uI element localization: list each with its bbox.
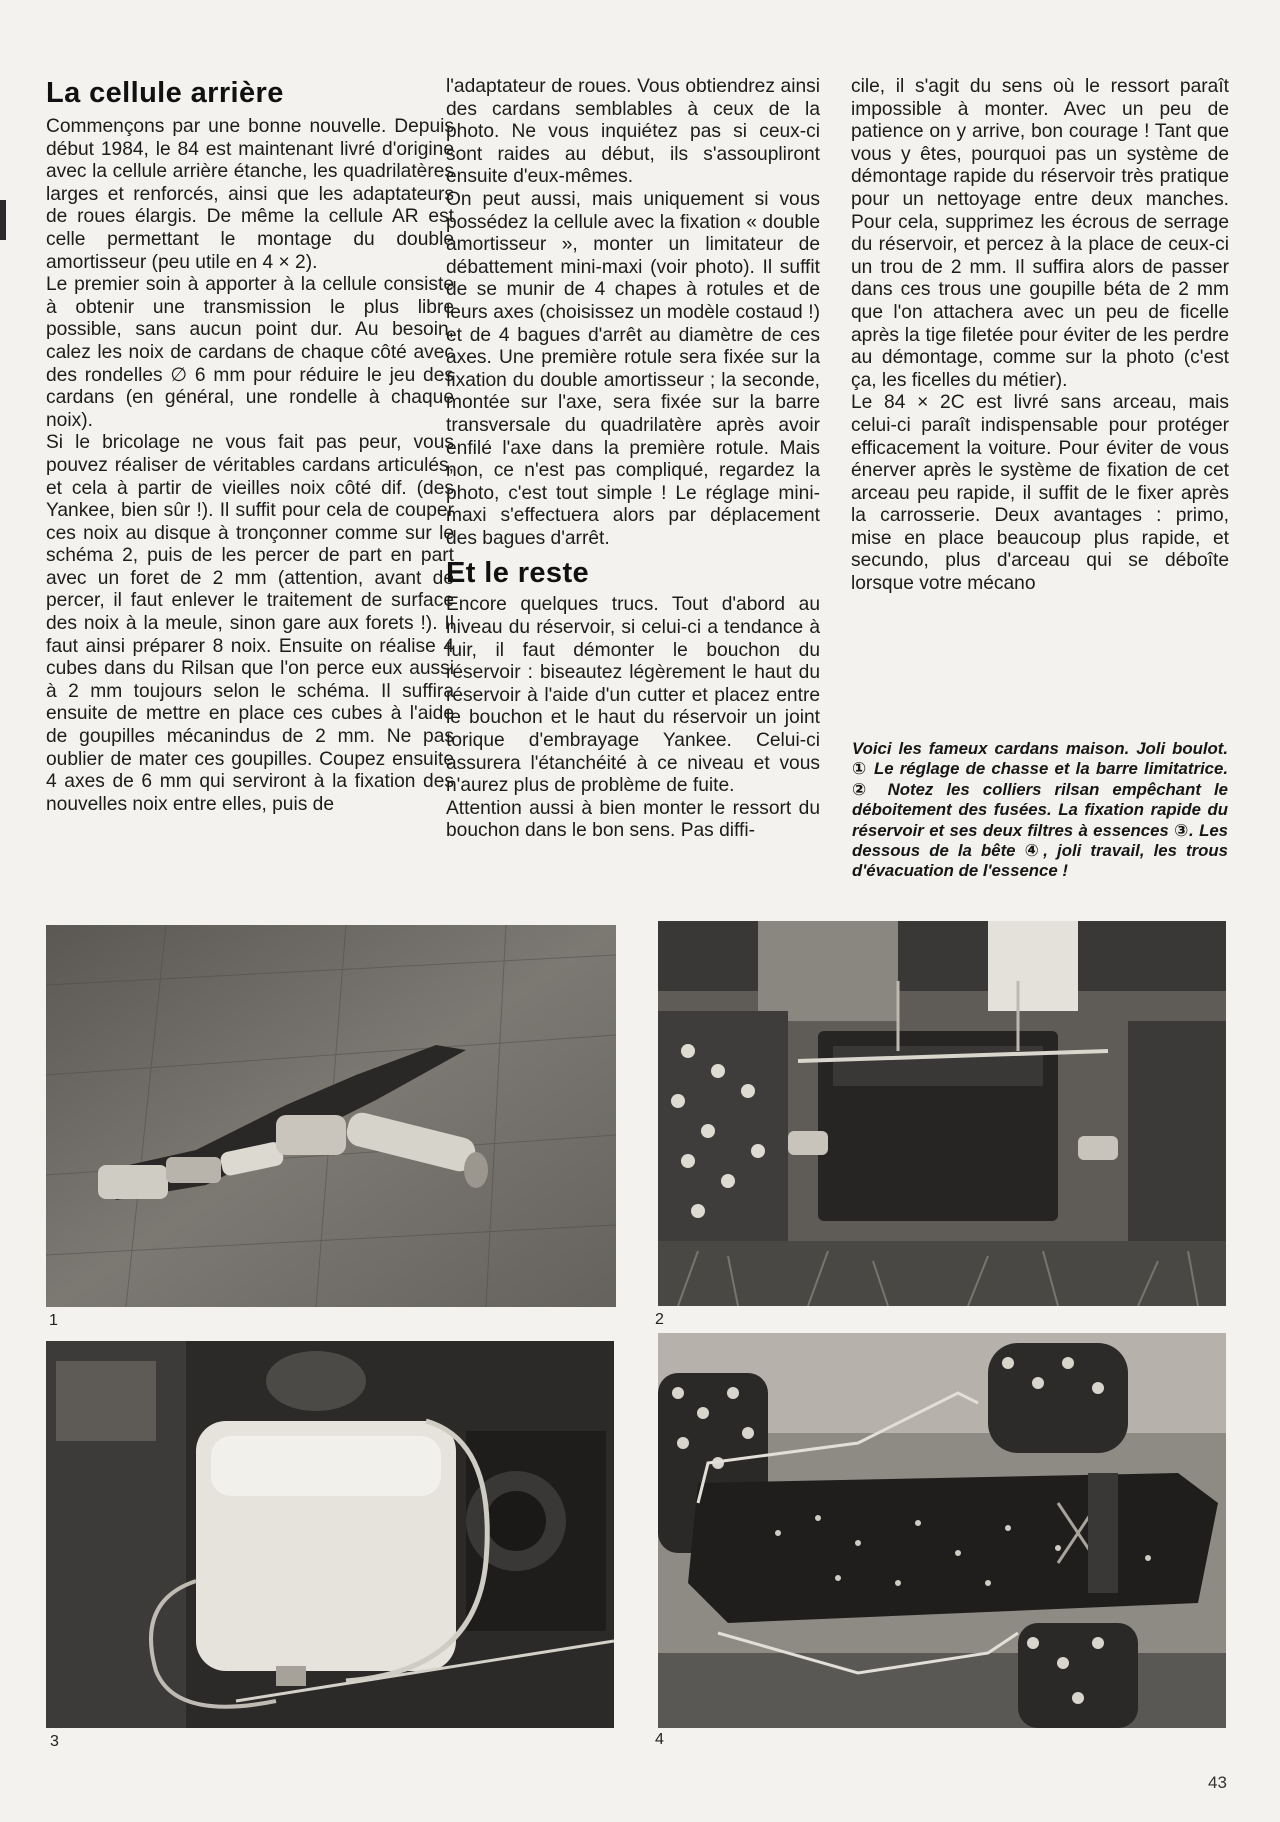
heading-et-le-reste: Et le reste xyxy=(446,557,590,590)
column-1 xyxy=(46,76,454,816)
paragraph: Commençons par une bonne nouvelle. Depuis début 1984, le 84 est maintenant livré d'origine avec la cellule arrière étanche, les quadrilatères larges et renforcés, ainsi que les adaptateurs de roues élargis. De même la cellule AR est celle permettant le montage du double amortisseur (peu utile en 4 × 2). xyxy=(46,116,454,273)
photo-number-2: 2 xyxy=(655,1311,664,1328)
column-3 xyxy=(851,76,1229,596)
scan-edge-mark xyxy=(0,200,6,240)
photo-3-reservoir xyxy=(46,1341,614,1728)
photo-caption xyxy=(852,739,1228,882)
paragraph: Le 84 × 2C est livré sans arceau, mais celui-ci paraît indispensable pour protéger efficacement la voiture. Pour éviter de vous énerver après le système de fixation de cet arceau peu rapide, il suffit de le fixer après la carrosserie. Deux avantages : primo, mise en place beaucoup plus rapide, et secundo, plus d'arceau qui se déboîte lorsque votre mécano xyxy=(851,392,1229,595)
heading-cellule-arriere: La cellule arrière xyxy=(46,77,284,109)
paragraph: cile, il s'agit du sens où le ressort paraît impossible à monter. Avec un peu de patience on y arrive, bon courage ! Tant que vous y êtes, pourquoi pas un système de démontage rapide du réservoir très pratique pour un nettoyage entre deux manches. Pour cela, supprimez les écrous de serrage du réservoir, et percez à la place de ceux-ci un trou de 2 mm. Il suffira alors de passer dans ces trous une goupille béta de 2 mm que l'on attachera avec un peu de ficelle après la tige filetée pour éviter de les perdre au démontage, comme sur la photo (c'est ça, les ficelles du métier). xyxy=(851,76,1229,391)
paragraph: Le premier soin à apporter à la cellule consiste à obtenir une transmission le plus libre possible, sans aucun point dur. Au besoin, calez les noix de cardans de chaque côté avec des rondelles ∅ 6 mm pour réduire le jeu des cardans (en général, une rondelle à chaque noix). xyxy=(46,274,454,431)
paragraph: Attention aussi à bien monter le ressort du bouchon dans le bon sens. Pas diffi- xyxy=(446,797,820,842)
photo-2-reglage-chasse xyxy=(658,921,1226,1306)
caption-text: Voici les fameux cardans maison. Joli boulot. ① Le réglage de chasse et la barre limitatrice. ② Notez les colliers rilsan empêchant le déboitement des fusées. La fixation rapide du réservoir et ses deux filtres à essences ③. Les dessous de la bête ④, joli travail, les trous d'évacuation de l'essence ! xyxy=(852,739,1228,881)
photo-number-1: 1 xyxy=(49,1312,58,1329)
paragraph: On peut aussi, mais uniquement si vous possédez la cellule avec la fixation « double amortisseur », monter un limitateur de débattement mini-maxi (voir photo). Il suffit de se munir de 4 chapes à rotules et de leurs axes (choisissez un modèle costaud !) et de 4 bagues d'arrêt au diamètre de ces axes. Une première rotule sera fixée sur la fixation du double amortisseur ; la seconde, montée sur l'axe, sera fixée sur la barre transversale du quadrilatère après avoir enfilé l'axe dans la première rotule. Mais non, ce n'est pas compliqué, regardez la photo, c'est tout simple ! Le réglage mini-maxi s'effectuera alors par déplacement des bagues d'arrêt. xyxy=(446,188,820,549)
paragraph: Encore quelques trucs. Tout d'abord au niveau du réservoir, si celui-ci a tendance à fuir, il faut démonter le bouchon du réservoir : biseautez légèrement le haut du réservoir à l'aide d'un cutter et placez entre le bouchon et le haut du réservoir un joint torique d'embrayage Yankee. Celui-ci assurera l'étanchéité à ce niveau et vous n'aurez plus de problème de fuite. xyxy=(446,594,820,797)
paragraph: Si le bricolage ne vous fait pas peur, vous pouvez réaliser de véritables cardans articulés, et cela à partir de vieilles noix côté dif. (des Yankee, bien sûr !). Il suffit pour cela de couper ces noix au disque à tronçonner comme sur le schéma 2, puis de les percer de part en part avec un foret de 2 mm (attention, avant de percer, il faut enlever le traitement de surface des noix à la meule, sinon gare aux forets !). Il faut ainsi préparer 8 noix. Ensuite on réalise 4 cubes dans du Rilsan que l'on perce eux aussi à 2 mm toujours selon le schéma. Il suffira ensuite de mettre en place ces cubes à l'aide de goupilles mécanindus de 2 mm. Ne pas oublier de mater ces goupilles. Coupez ensuite 4 axes de 6 mm qui serviront à la fixation des nouvelles noix entre elles, puis de xyxy=(46,432,454,815)
page-number: 43 xyxy=(1208,1773,1227,1792)
column-2 xyxy=(446,76,820,843)
photo-number-4: 4 xyxy=(655,1731,664,1748)
paragraph: l'adaptateur de roues. Vous obtiendrez ainsi des cardans semblables à ceux de la photo. Ne vous inquiétez pas si ceux-ci sont raides au début, ils s'assoupliront ensuite d'eux-mêmes. xyxy=(446,76,820,188)
photo-number-3: 3 xyxy=(50,1733,59,1750)
photo-1-cardans xyxy=(46,925,616,1307)
photo-4-dessous xyxy=(658,1333,1226,1728)
